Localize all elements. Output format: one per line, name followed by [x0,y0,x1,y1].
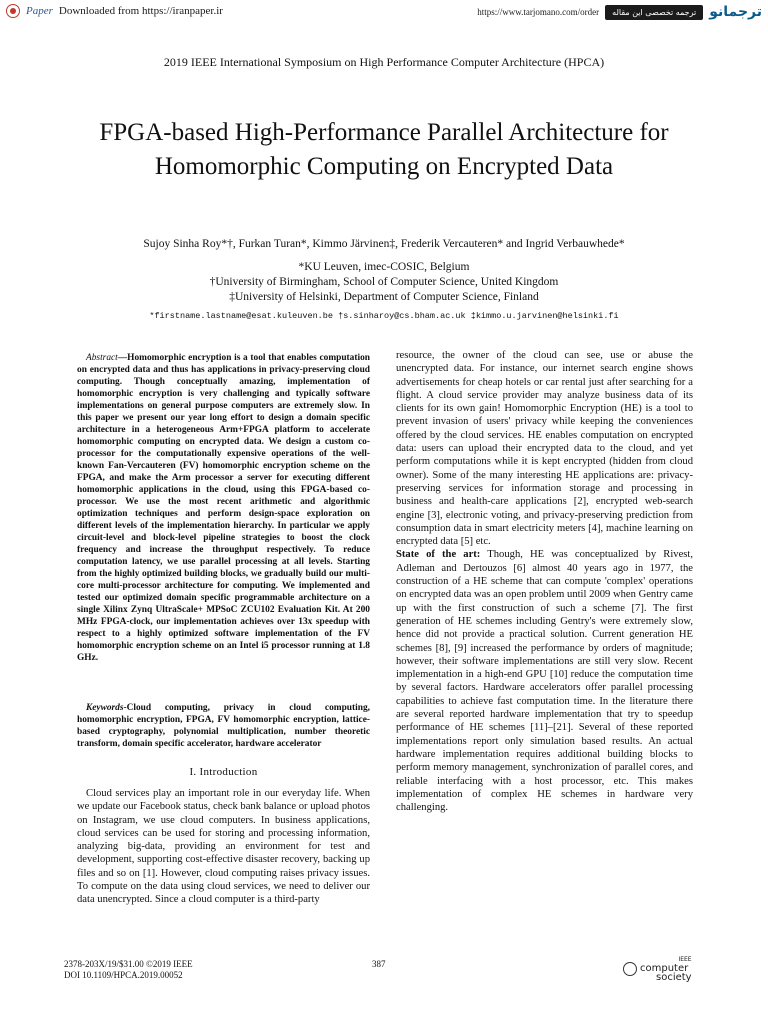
ieee-computer-society-logo [623,955,692,982]
computer-text: computer [640,963,689,974]
site-logo-icon [6,4,20,18]
state-of-the-art-text: Though, HE was conceptualized by Rivest, Adleman and Dertouzos [6] almost 40 years ago in 1977, the construction of a HE scheme that can compute 'complex' operations on encrypted data was an open problem until 2009 when Gentry came up with the first construction of such a scheme [7]. The first generation of HE schemes including Gentry's were extremely slow, hence did not provide a practical solution. Current generation HE schemes [8], [9] increased the performance by orders of magnitude; however, their software implementations are still very slow. Recent implementation in a high-end GPU [10] reduce the computation time by several factors. Hardware accelerators offer parallel processing capabilities to achieve fast computation time. In the literature there are several reported hardware implementation that try to speedup performance of HE schemes [11]–[21]. Several of these reported implementations report only simulation based results. An actual hardware implementation requires additional building blocks to perform memory management, synchronization of parallel cores, and reliable interfacing with a host processor, etc. This makes implementation of complex HE schemes in hardware very challenging. [396,549,693,814]
conference-name: 2019 IEEE International Symposium on High Performance Computer Architecture (HPCA) [163,55,605,69]
author-emails: *firstname.lastname@esat.kuleuven.be †s.sinharoy@cs.bham.ac.uk ‡kimmo.u.jarvinen@helsinki.fi [149,311,619,321]
computer-society-icon [623,962,637,976]
state-of-the-art-label: State of the art: [396,549,481,561]
download-banner [6,4,223,18]
abstract-text: —Homomorphic encryption is a tool that enables computation on encrypted data and thus has applications in privacy-preserving cloud computing. Though conceptually amazing, implementation of homomorphic encryption is very challenging and typically software implementations on general purpose computers are extremely slow. In this paper we present our year long effort to design a domain specific architecture in a heterogeneous Arm+FPGA platform to accelerate homomorphic computing on encrypted data. We design a custom co-processor for the computationally expensive operations of the well-known Fan-Vercauteren (FV) homomorphic encryption scheme on the FPGA, and make the Arm processor a server for executing different homomorphic applications in the cloud, using this FPGA-based co-processor. We use the most recent arithmetic and algorithmic optimization techniques and perform design-space exploration on different levels of the implementation hierarchy. In particular we apply circuit-level and block-level pipeline strategies to boost the clock frequency and increase the throughput respectively. To reduce computation latency, we use parallel processing at all levels. Starting from the highly optimized building blocks, we gradually build our multi-core multi-processor architecture for computing. We implemented and tested our optimized domain specific programmable architecture on a single Xilinx Zynq UltraScale+ MPSoC ZCU102 Evaluation Kit. At 200 MHz FPGA-clock, our implementation achieves over 13x speedup with respect to a highly optimized software implementation of the FV homomorphic encryption scheme on an Intel i5 processor running at 1.8 GHz. [77,353,370,663]
affiliation-3: ‡University of Helsinki, Department of Computer Science, Finland [229,291,539,303]
abstract [77,352,370,664]
keywords-label: Keywords [86,703,124,713]
brand-logo: ترجمانو [709,4,762,20]
issn-line: 2378-203X/19/$31.00 ©2019 IEEE [64,959,193,969]
intro-continued-paragraph: resource, the owner of the cloud can see, use or abuse the unencrypted data. For instance, our internet search engine shows advertisements for cheap hotels or car rental just after searching for a flight. A cloud service provider may analyze business data of its clients for its own gain! Homomorphic Encryption (HE) is a tool to prevent invasion of users' privacy while keeping the conveniences offered by the cloud services. HE enables computation on encrypted data: users can upload their encrypted data to the cloud, and yet perform computations while it is kept encrypted (hidden from cloud owner). Some of the many interesting HE applications are: privacy-preserving services for information storage and processing in business and health-care applications [2], encrypted web-search engine [3], electronic voting, and privacy-preserving prediction from consumption data in smart electricity meters [4], machine learning on encrypted data [5] etc. [396,350,693,548]
translation-badge[interactable]: ترجمه تخصصی این مقاله [605,5,703,20]
keywords-text: -Cloud computing, privacy in cloud computing, homomorphic encryption, FPGA, FV homomorphic encryption, lattice-based cryptography, polynomial multiplication, number theoretic transform, domain specific accelerator, hardware accelerator [77,703,370,749]
intro-paragraph: Cloud services play an important role in our everyday life. When we update our Facebook status, check bank balance or upload photos on Instagram, we use cloud computers. In business applications, cloud services can be used for storing and processing information, analyzing big-data, providing an environment for test and development, supporting cost-effective disaster recovery, backing up files and so on [1]. However, cloud computing raises privacy issues. To compute on the data using cloud services, we need to deliver our data unencrypted. Since a cloud computer is a third-party [77,788,370,906]
order-banner [477,4,762,20]
downloaded-from-link[interactable]: Downloaded from https://iranpaper.ir [58,5,223,17]
page-number: 387 [372,959,386,969]
keywords [77,702,370,750]
author-list: Sujoy Sinha Roy*†, Furkan Turan*, Kimmo Järvinen‡, Frederik Vercauteren* and Ingrid Verbauwhede* [143,238,625,250]
state-of-the-art-paragraph [396,548,693,814]
society-text: society [656,972,692,983]
doi-line: DOI 10.1109/HPCA.2019.00052 [64,970,183,980]
section-heading: I. Introduction [189,766,258,778]
ieee-text: IEEE [678,956,692,963]
affiliation-2: †University of Birmingham, School of Computer Science, United Kingdom [209,276,559,288]
site-logo-text: Paper [26,5,53,17]
abstract-label: Abstract [86,353,118,363]
paper-title: FPGA-based High-Performance Parallel Architecture for Homomorphic Computing on Encrypted Data [99,119,669,180]
footer-copyright [64,959,193,981]
right-column [396,349,693,814]
affiliation-1: *KU Leuven, imec-COSIC, Belgium [298,261,470,273]
computer-society-wordmark [640,955,692,982]
order-url-link[interactable]: https://www.tarjomano.com/order [477,7,600,17]
